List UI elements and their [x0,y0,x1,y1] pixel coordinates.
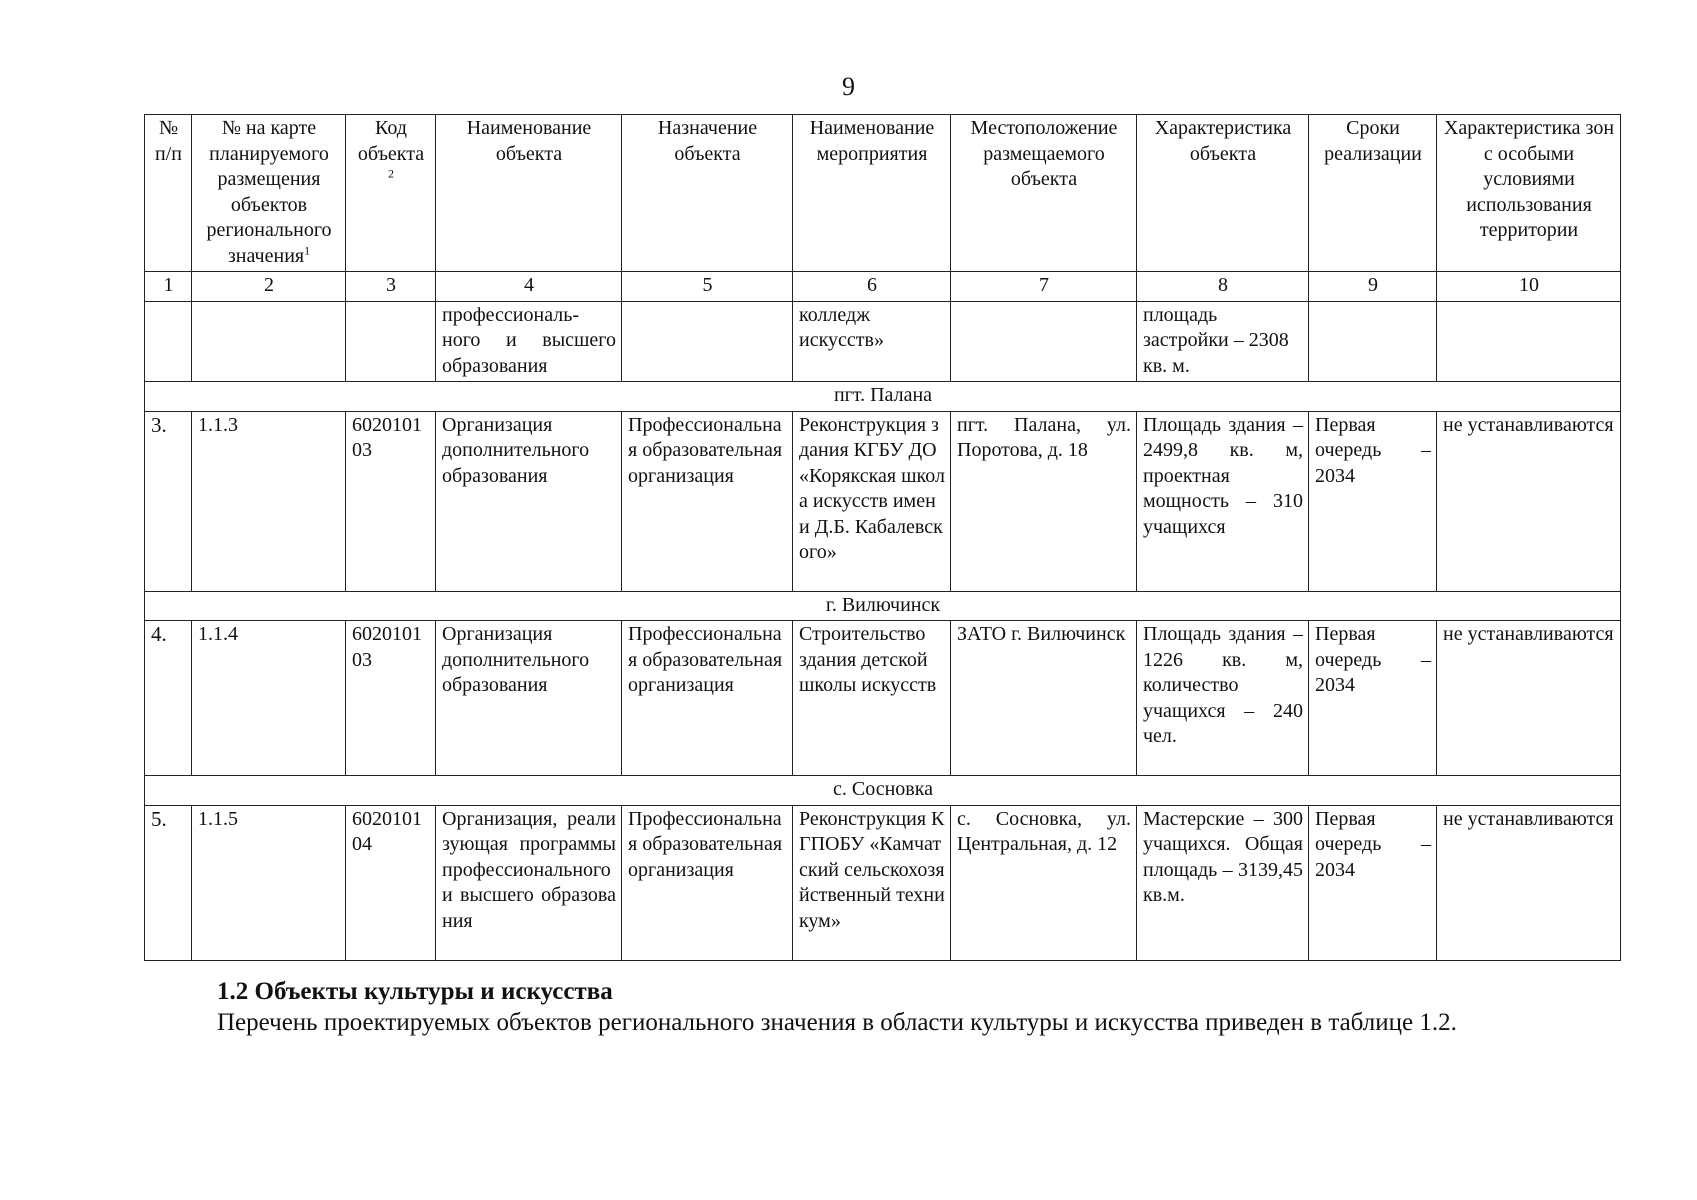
table-row [145,621,1621,776]
cell-zones: не устанавливаются [1437,805,1621,960]
column-number: 4 [436,272,622,302]
footnote-1-mark: 1 [304,242,311,257]
cell-place: пгт. Палана, ул. Поротова, д. 18 [951,411,1137,591]
cell-term: Первая очередь – 2034 [1309,805,1437,960]
cell-row-number: 5. [145,805,192,960]
cell-empty [346,301,436,382]
header-cell-num: № п/п [145,115,192,272]
header-cell-code [346,115,436,272]
cell-term: Первая очередь – 2034 [1309,621,1437,776]
cell-code: 602010103 [346,621,436,776]
cell-row-number: 4. [145,621,192,776]
cell-characteristic: Площадь здания – 1226 кв. м, количество учащихся – 240 чел. [1137,621,1309,776]
column-number: 10 [1437,272,1621,302]
cell-zones: не устанавливаются [1437,621,1621,776]
header-row [145,115,1621,272]
location-row [145,776,1621,806]
column-number: 5 [622,272,793,302]
column-number: 9 [1309,272,1437,302]
cell-place: ЗАТО г. Вилючинск [951,621,1137,776]
location-row [145,591,1621,621]
cell-object-name: Организация дополнительного образования [436,411,622,591]
cell-measure: колледж искусств» [793,301,951,382]
footnote-2-mark: 2 [388,166,394,181]
cell-object-name: Организация, реализующая программы профессионального и высшего образования [436,805,622,960]
cell-characteristic: Мастерские – 300 учащихся. Общая площадь – 3139,45 кв.м. [1137,805,1309,960]
table-row-continued [145,301,1621,382]
cell-characteristic: площадь застройки – 2308 кв. м. [1137,301,1309,382]
location-label: пгт. Палана [145,382,1621,412]
section-title: 1.2 Объекты культуры и искусства [217,978,613,1005]
header-cell-name: Наименование объекта [436,115,622,272]
cell-measure: Строительство здания детской школы искусств [793,621,951,776]
header-cell-measure: Наименование мероприятия [793,115,951,272]
cell-object-name: профессиональ-ного и высшего образования [436,301,622,382]
column-number: 6 [793,272,951,302]
column-number: 1 [145,272,192,302]
cell-measure: Реконструкция КГПОБУ «Камчатский сельскохозяйственный техникум» [793,805,951,960]
column-number: 8 [1137,272,1309,302]
column-number: 2 [192,272,346,302]
header-map-label: № на карте планируемого размещения объектов регионального значения [206,117,332,267]
cell-empty [622,301,793,382]
header-cell-map [192,115,346,272]
cell-purpose: Профессиональная образовательная организация [622,805,793,960]
location-label: г. Вилючинск [145,591,1621,621]
cell-empty [951,301,1137,382]
location-row [145,382,1621,412]
cell-row-number: 3. [145,411,192,591]
header-cell-purpose: Назначение объекта [622,115,793,272]
table-row [145,411,1621,591]
cell-characteristic: Площадь здания – 2499,8 кв. м, проектная мощность – 310 учащихся [1137,411,1309,591]
location-label: с. Сосновка [145,776,1621,806]
header-code-label: Код объекта [357,117,425,165]
column-number: 3 [346,272,436,302]
objects-table [144,114,1621,961]
header-cell-place: Местоположение размещаемого объекта [951,115,1137,272]
cell-empty [145,301,192,382]
cell-purpose: Профессиональная образовательная организация [622,411,793,591]
header-cell-zones: Характеристика зон с особыми условиями использования территории [1437,115,1621,272]
page-number: 9 [842,72,855,101]
cell-place: с. Сосновка, ул. Центральная, д. 12 [951,805,1137,960]
cell-zones: не устанавливаются [1437,411,1621,591]
header-cell-characteristic: Характеристика объекта [1137,115,1309,272]
cell-map-number: 1.1.5 [192,805,346,960]
column-number-row [145,272,1621,302]
cell-object-name: Организация дополнительного образования [436,621,622,776]
table-row [145,805,1621,960]
cell-empty [192,301,346,382]
cell-map-number: 1.1.3 [192,411,346,591]
cell-measure: Реконструкция здания КГБУ ДО «Корякская школа искусств имени Д.Б. Кабалевского» [793,411,951,591]
cell-code: 602010103 [346,411,436,591]
section-block [217,977,1637,1039]
cell-code: 602010104 [346,805,436,960]
header-cell-term: Сроки реализации [1309,115,1437,272]
cell-term: Первая очередь – 2034 [1309,411,1437,591]
cell-empty [1437,301,1621,382]
cell-empty [1309,301,1437,382]
cell-map-number: 1.1.4 [192,621,346,776]
section-paragraph: Перечень проектируемых объектов регионального значения в области культуры и искусства приведен в таблице 1.2. [217,1009,1457,1036]
column-number: 7 [951,272,1137,302]
cell-purpose: Профессиональная образовательная организация [622,621,793,776]
